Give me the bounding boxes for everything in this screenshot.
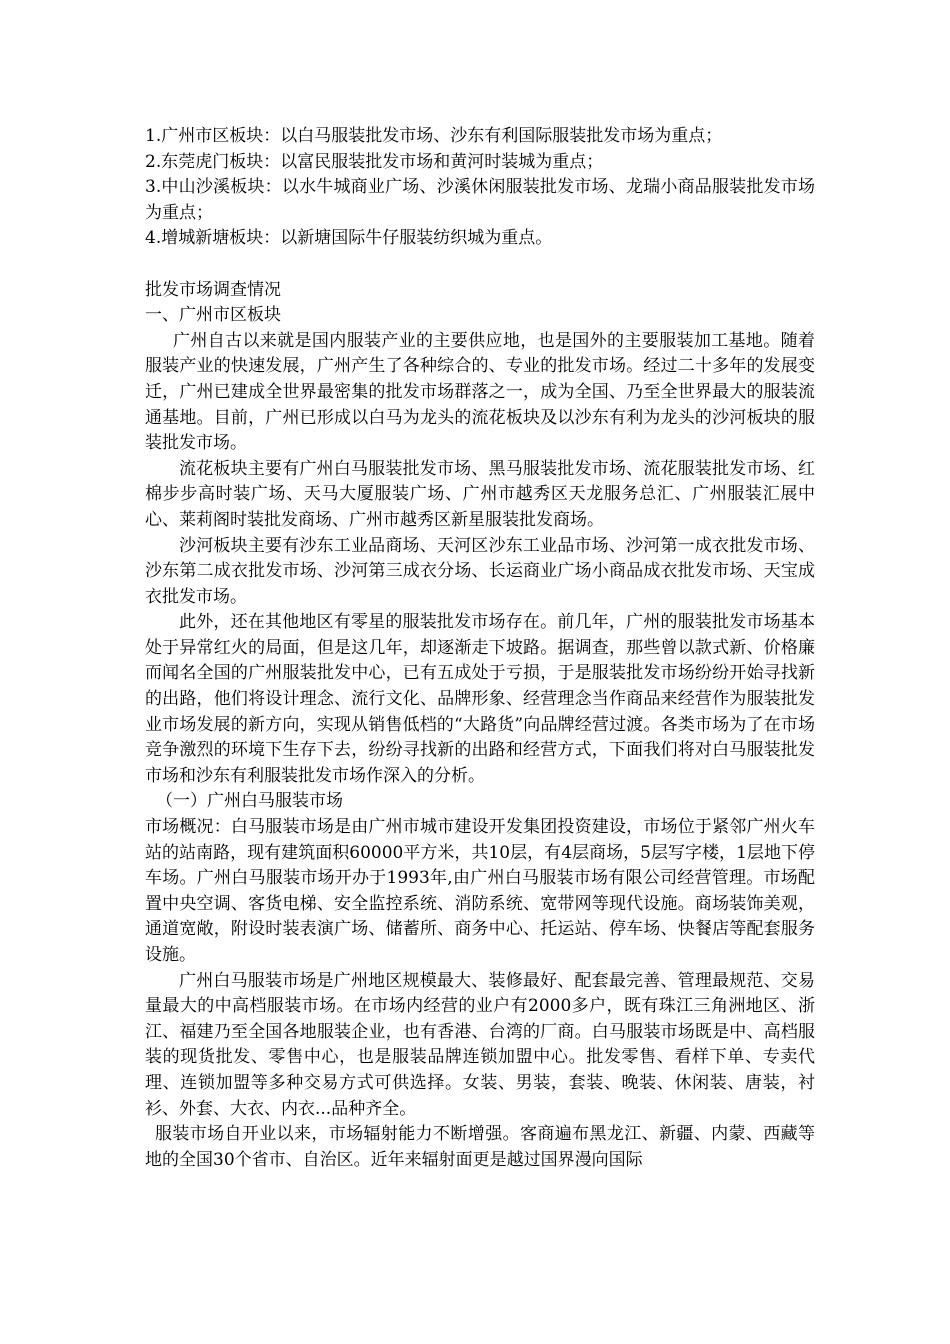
heading-baima: （一）广州白马服装市场 xyxy=(156,791,343,812)
list-item-2: 2.东莞虎门板块：以富民服装批发市场和黄河时装城为重点； xyxy=(145,151,604,172)
list-item-1: 1.广州市区板块：以白马服装批发市场、沙东有利国际服装批发市场为重点； xyxy=(145,126,723,146)
paragraph-shahe: 沙河板块主要有沙东工业品商场、天河区沙东工业品市场、沙河第一成衣批发市场、 沙东第二成衣批发市场、沙河第三成衣分场、长运商业广场小商品成衣批发市场、天宝成衣批发市场。 xyxy=(145,535,815,607)
document-page xyxy=(145,124,815,1173)
blank-line xyxy=(145,252,815,278)
list-item-4: 4.增城新塘板块：以新塘国际牛仔服装纺织城为重点。 xyxy=(145,228,553,249)
paragraph-liuhua: 流花板块主要有广州白马服装批发市场、黑马服装批发市场、流花服装批发市场、红棉步步高时装广场、天马大厦服装广场、广州市越秀区天龙服务总汇、广州服装汇展中心、莱莉阁时装批发商场、广州市越秀区新星服装批发商场。 xyxy=(145,458,815,530)
paragraph-market-overview: 市场概况：白马服装市场是由广州市城市建设开发集团投资建设，市场位于紧邻广州火车站的站南路，现有建筑面积60000平方米，共10层，有4层商场，5层写字楼，1层地下停车场。广州白马服装市场开办于1993年,由广州白马服装市场有限公司经营管理。市场配置中央空调、客货电梯、安全监控系统、消防系统、宽带网等现代设施。商场装饰美观，通道宽敞，附设时装表演广场、储蓄所、商务中心、托运站、停车场、快餐店等配套服务设施。 xyxy=(145,817,815,965)
subsection-title: 一、广州市区板块 xyxy=(145,305,281,326)
paragraph-intro: 广州自古以来就是国内服装产业的主要供应地，也是国外的主要服装加工基地。随着服装产业的快速发展，广州产生了各种综合的、专业的批发市场。经过二十多年的发展变迁，广州已建成全世界最密集的批发市场群落之一，成为全国、乃至全世界最大的服装流通基地。目前，广州已形成以白马为龙头的流花板块及以沙东有利为龙头的沙河板块的服装批发市场。 xyxy=(145,330,815,454)
paragraph-radiation: 服装市场自开业以来，市场辐射能力不断增强。客商遍布黑龙江、新疆、内蒙、西藏等地的全国30个省市、自治区。近年来辐射面更是越过国界漫向国际 xyxy=(145,1124,815,1170)
paragraph-other: 此外，还在其他地区有零星的服装批发市场存在。前几年，广州的服装批发市场基本处于异常红火的局面，但是这几年，却逐渐走下坡路。据调查，那些曾以款式新、价格廉而闻名全国的广州服装批发中心，已有五成处于亏损，于是服装批发市场纷纷开始寻找新的出路，他们将设计理念、流行文化、品牌形象、经营理念当作商品来经营作为服装批发业市场发展的新方向，实现从销售低档的“大路货”向品牌经营过渡。各类市场为了在市场竞争激烈的环境下生存下去，纷纷寻找新的出路和经营方式，下面我们将对白马服装批发市场和沙东有利服装批发市场作深入的分析。 xyxy=(145,612,815,786)
section-title: 批发市场调查情况 xyxy=(145,279,281,300)
list-item-3: 3.中山沙溪板块：以水牛城商业广场、沙溪休闲服装批发市场、龙瑞小商品服装批发市场为重点； xyxy=(145,177,815,223)
paragraph-baima-scale: 广州白马服装市场是广州地区规模最大、装修最好、配套最完善、管理最规范、交易量最大的中高档服装市场。在市场内经营的业户有2000多户，既有珠江三角洲地区、浙江、福建乃至全国各地服装企业，也有香港、台湾的厂商。白马服装市场既是中、高档服装的现货批发、零售中心，也是服装品牌连锁加盟中心。批发零售、看样下单、专卖代理、连锁加盟等多种交易方式可供选择。女装、男装，套装、晚装、休闲装、唐装，衬衫、外套、大衣、内衣...品种齐全。 xyxy=(145,970,815,1119)
